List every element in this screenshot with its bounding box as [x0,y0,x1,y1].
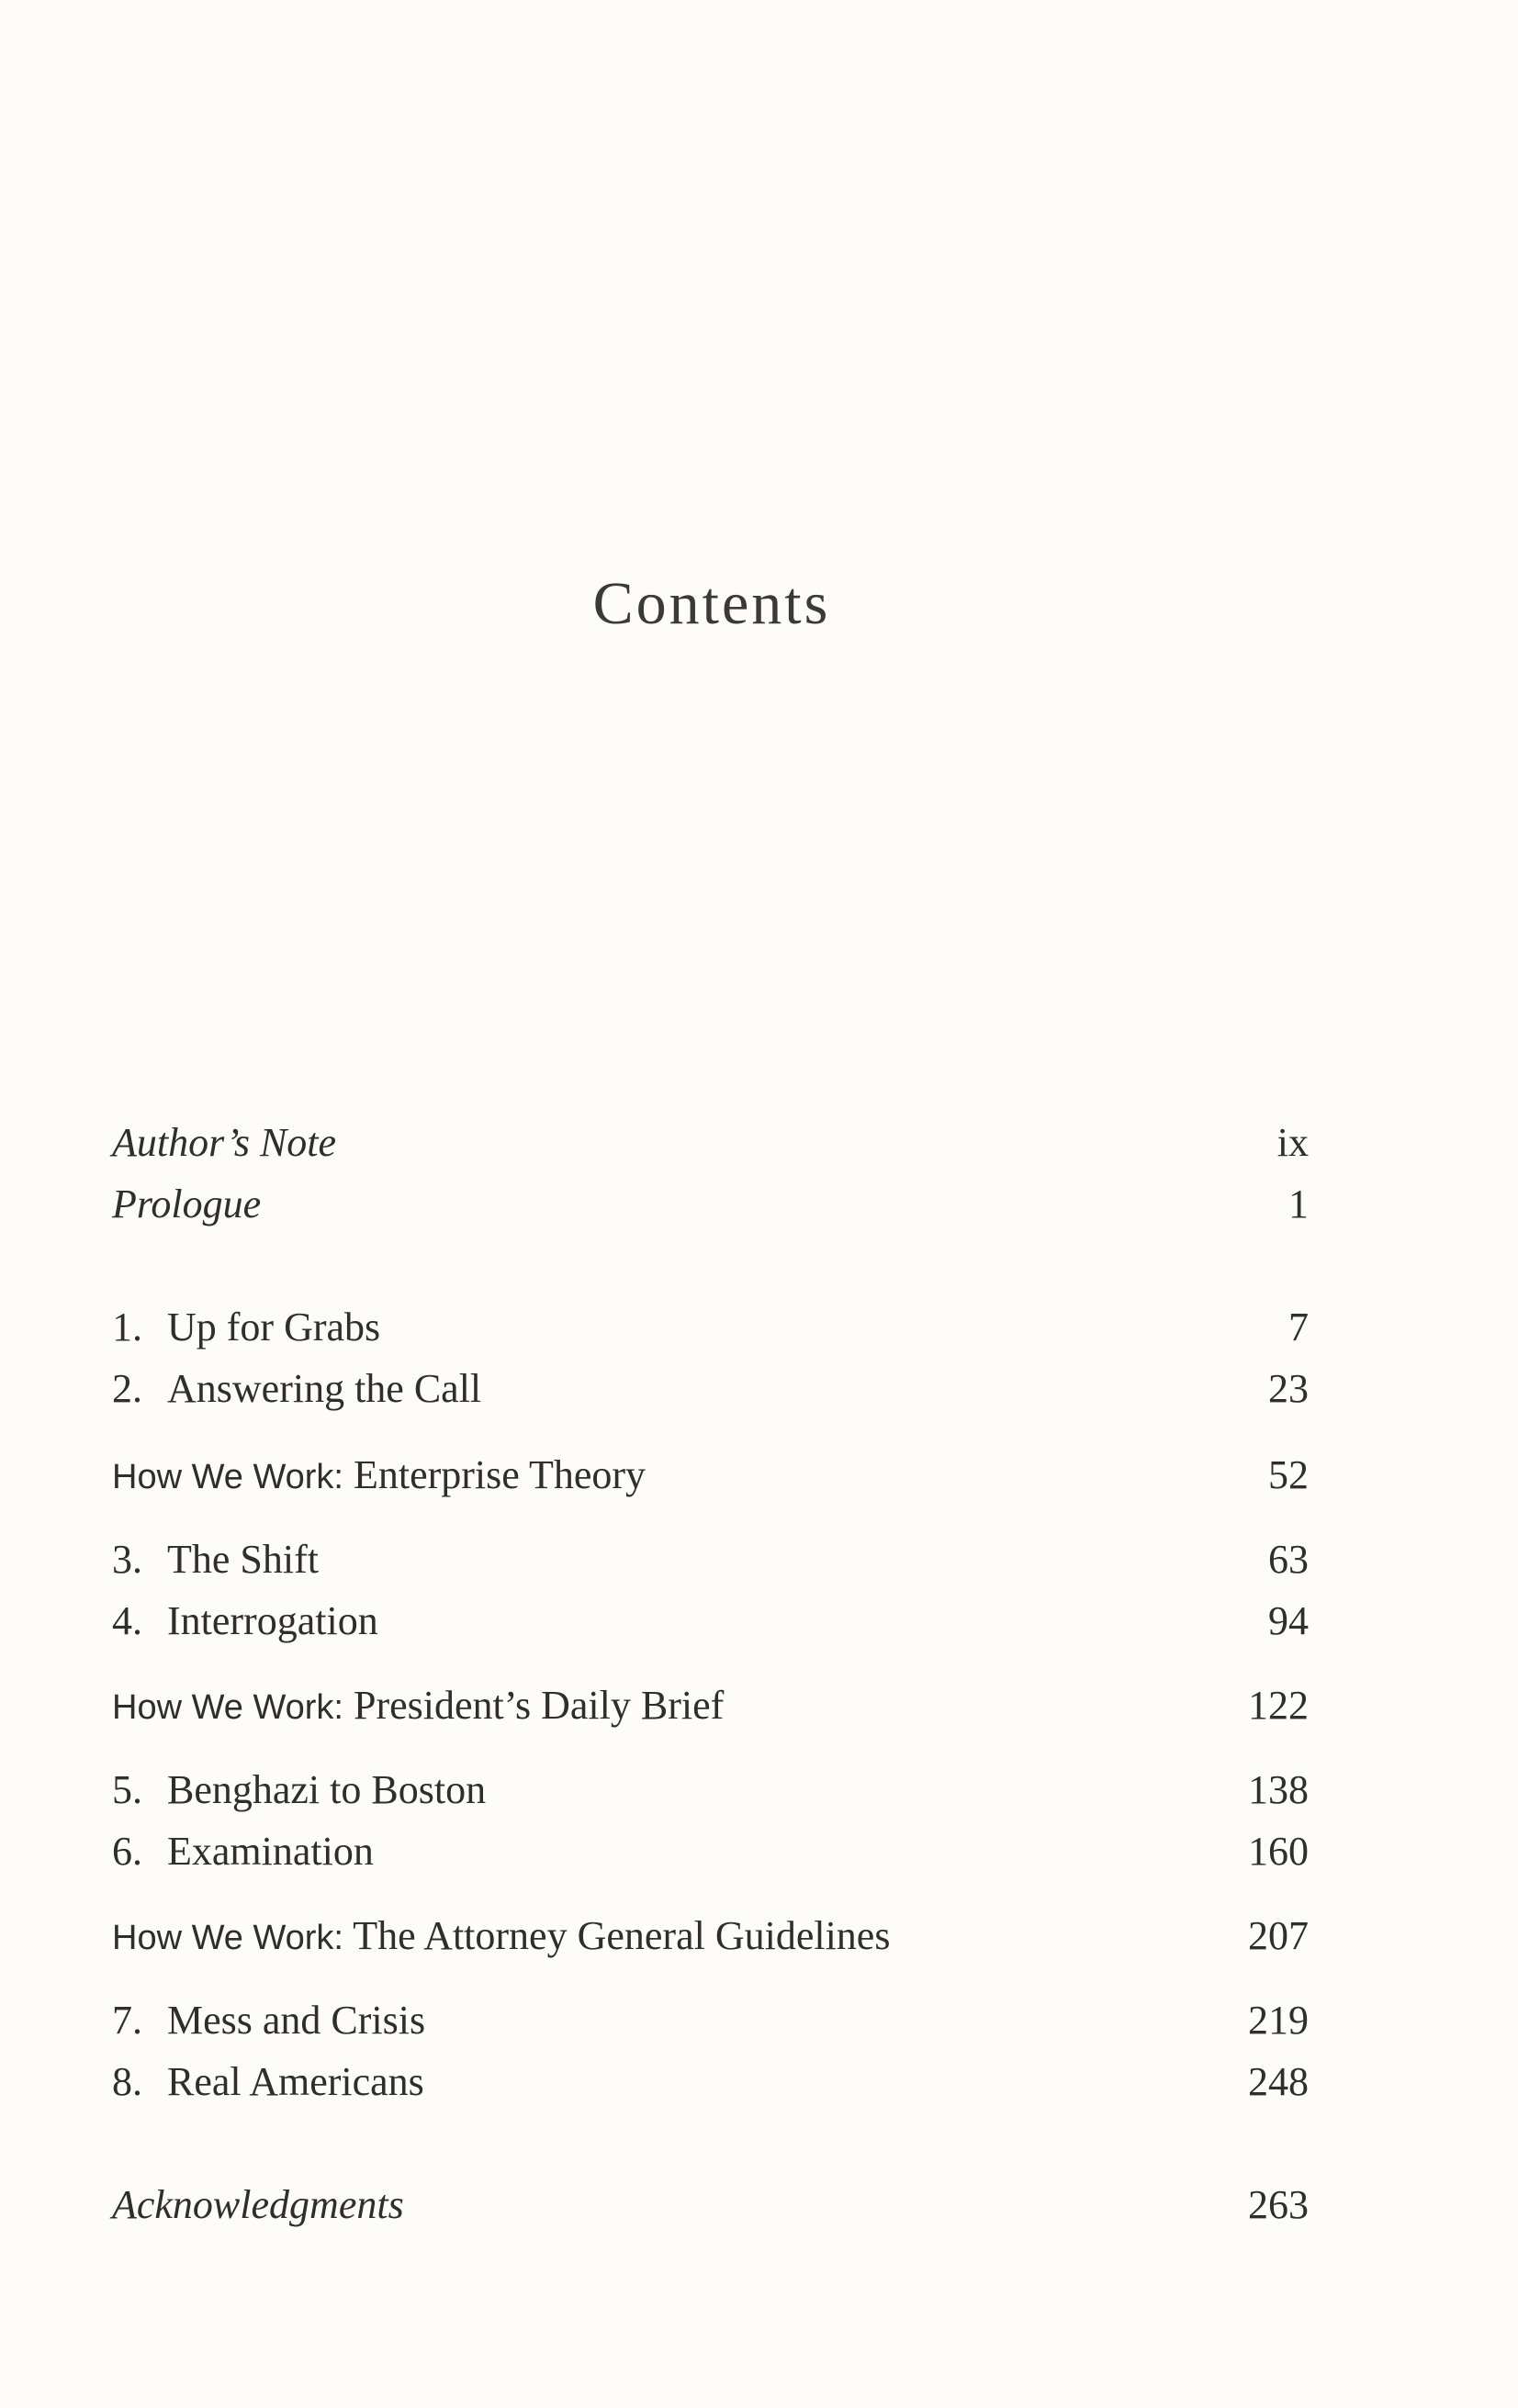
toc-label-wrap [112,1993,425,2048]
toc-page: 138 [1248,1767,1309,1812]
toc-label: Prologue [112,1182,262,1226]
toc-label: President’s Daily Brief [353,1683,725,1728]
page-title: Contents [592,570,831,637]
chapter-number: 5. [112,1767,142,1812]
toc-entry-interlude-2[interactable] [112,1678,1309,1733]
toc-label: Answering the Call [167,1366,482,1411]
chapter-number: 1. [112,1305,142,1350]
toc-label: Mess and Crisis [167,1998,426,2043]
toc-entry-chapter-4[interactable] [112,1594,1309,1649]
toc-label: Enterprise Theory [353,1452,647,1497]
toc-label-wrap [112,1763,486,1818]
toc-label-wrap [112,1532,319,1587]
toc-page: 94 [1268,1598,1309,1643]
toc-page: 219 [1248,1998,1309,2043]
toc-entry-acknowledgments[interactable] [112,2178,1309,2233]
toc-page: 7 [1288,1305,1309,1350]
toc-entry-chapter-1[interactable] [112,1300,1309,1355]
toc-label-wrap [112,2055,424,2110]
chapter-number: 3. [112,1537,142,1582]
toc-entry-chapter-3[interactable] [112,1532,1309,1587]
interlude-prefix: How We Work: [112,1458,343,1496]
toc-label: The Attorney General Guidelines [353,1913,891,1958]
toc-page: ix [1276,1120,1309,1165]
toc-page: 23 [1268,1366,1309,1411]
interlude-prefix: How We Work: [112,1688,343,1727]
chapter-number: 8. [112,2059,142,2104]
toc-page: 63 [1268,1537,1309,1582]
toc-page: 160 [1248,1829,1309,1874]
toc-entry-prologue[interactable] [112,1177,1309,1232]
toc-label: Acknowledgments [112,2182,404,2227]
toc-entry-chapter-8[interactable] [112,2055,1309,2110]
toc-page: 263 [1248,2182,1309,2227]
toc-label-wrap [112,1361,481,1417]
toc-page: 52 [1268,1452,1309,1497]
toc-label-wrap [112,1909,890,1966]
toc-entry-authors-note[interactable] [112,1115,1309,1170]
toc-page: 122 [1248,1683,1309,1728]
toc-entry-chapter-6[interactable] [112,1824,1309,1879]
toc-entry-chapter-5[interactable] [112,1763,1309,1818]
toc-label: Author’s Note [112,1120,337,1165]
chapter-number: 4. [112,1598,142,1643]
toc-label: Up for Grabs [167,1305,381,1350]
toc-label: Interrogation [167,1598,378,1643]
toc-label-wrap [112,1824,374,1879]
toc-entry-interlude-1[interactable] [112,1448,1309,1503]
toc-entry-chapter-7[interactable] [112,1993,1309,2048]
toc-label: Real Americans [167,2059,424,2104]
toc-label-wrap [112,1678,724,1735]
chapter-number: 6. [112,1829,142,1874]
toc-page: 207 [1248,1913,1309,1958]
toc-label: The Shift [167,1537,319,1582]
toc-entry-chapter-2[interactable] [112,1361,1309,1417]
toc-page: 1 [1288,1182,1309,1226]
toc-label: Examination [167,1829,374,1874]
toc-label-wrap [112,1300,380,1355]
chapter-number: 2. [112,1366,142,1411]
toc-page: 248 [1248,2059,1309,2104]
toc-entry-interlude-3[interactable] [112,1909,1309,1964]
toc-label: Benghazi to Boston [167,1767,487,1812]
chapter-number: 7. [112,1998,142,2043]
interlude-prefix: How We Work: [112,1919,343,1957]
toc-label-wrap [112,1594,378,1649]
toc-label-wrap [112,1448,646,1505]
